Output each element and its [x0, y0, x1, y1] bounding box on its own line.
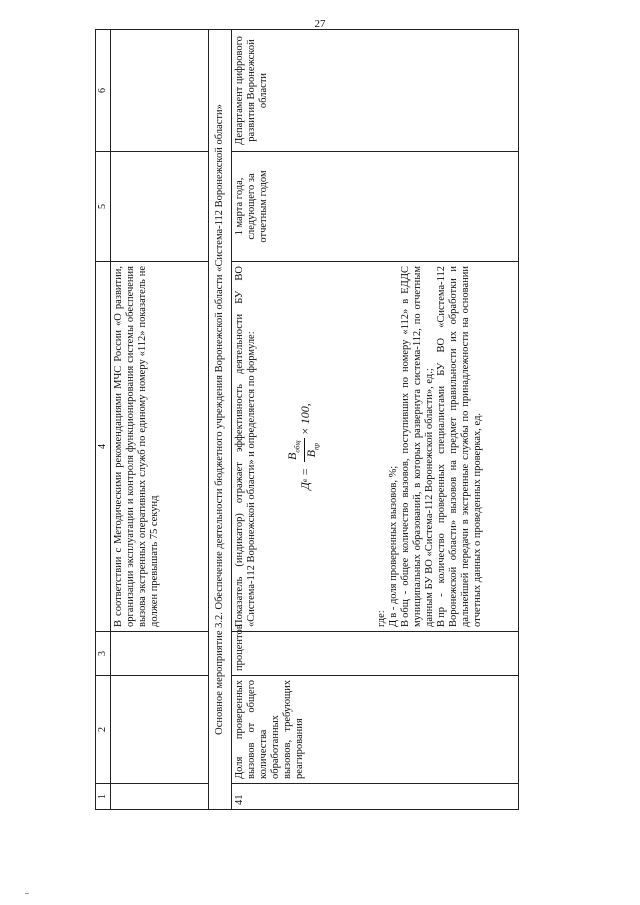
method-note-cell: В соответствии с Методическими рекомендациями МЧС России «О развитии, организации эксплуатации и контроля функционирования системы обеспечения вызова экстренных оперативных служб по единому номеру «112» показатель не должен превышать 75 секунд [111, 262, 209, 632]
col-header-2: 2 [96, 676, 111, 784]
cell-empty [111, 784, 209, 810]
definition-3: В пр - количество проверенных специалистами БУ ВО «Система-112 Воронежской области» вызовов на предмет правильности их обработки и дальнейшей передачи в экстренные службы по принадлежности на основании отчетных данных о проведенных проверках, ед. [435, 266, 483, 627]
definition-2: В общ - общее количество вызовов, поступивших по номеру «112» в ЕДДС муниципальных образований, в которых развернута система-112, по отчетным данным БУ ВО «Система-112 Воронежской области», ед.; [399, 266, 435, 627]
definition-1: Д в - доля проверенных вызовов, %; [387, 465, 399, 627]
formula-lhs: Д [297, 482, 312, 490]
row-number: 41 [232, 784, 519, 810]
method-cell [232, 262, 519, 632]
formula-num-sub: общ [293, 440, 302, 453]
method-intro: Показатель (индикатор) отражает эффективность деятельности БУ ВО «Система-112 Воронежской области» и определяется по формуле: [234, 266, 257, 627]
formula-tail: × 100, [297, 403, 312, 436]
col-header-4: 4 [96, 262, 111, 632]
responsible-cell: Департамент цифрового развития Воронежской области [232, 30, 519, 152]
where-label: где: [375, 610, 387, 627]
col-header-6: 6 [96, 30, 111, 152]
table-container [95, 30, 545, 810]
rotated-table-frame [95, 30, 545, 810]
column-header-row [96, 30, 111, 810]
indicators-table [95, 29, 519, 810]
col-header-5: 5 [96, 152, 111, 262]
formula-den-sub: пр [312, 442, 321, 450]
formula-den: В [304, 449, 319, 458]
formula-fraction [286, 438, 324, 462]
cell-empty [111, 676, 209, 784]
table-row [232, 30, 519, 810]
formula-num: В [285, 452, 299, 460]
col-header-1: 1 [96, 784, 111, 810]
formula: Д в = $В_{общ}$ $В_{пр}$ × 100, [286, 266, 324, 627]
cell-empty [111, 30, 209, 152]
page-number: 27 [314, 18, 326, 30]
cell-empty [111, 152, 209, 262]
indicator-name: Доля проверенных вызовов от общего количества обработанных вызовов, требующих реагирования [232, 676, 519, 784]
deadline-cell: 1 марта года, следующего за отчетным годом [232, 152, 519, 262]
cell-empty [111, 632, 209, 676]
unit-cell: процентов [232, 632, 519, 676]
scan-mark [25, 893, 29, 894]
continuation-row [111, 30, 209, 810]
section-title: Основное мероприятие 3.2. Обеспечение деятельности бюджетного учреждения Воронежской области «Система-112 Воронежской области» [209, 30, 232, 810]
col-header-3: 3 [96, 632, 111, 676]
formula-lhs-sub: в [300, 479, 309, 483]
section-row [209, 30, 232, 810]
